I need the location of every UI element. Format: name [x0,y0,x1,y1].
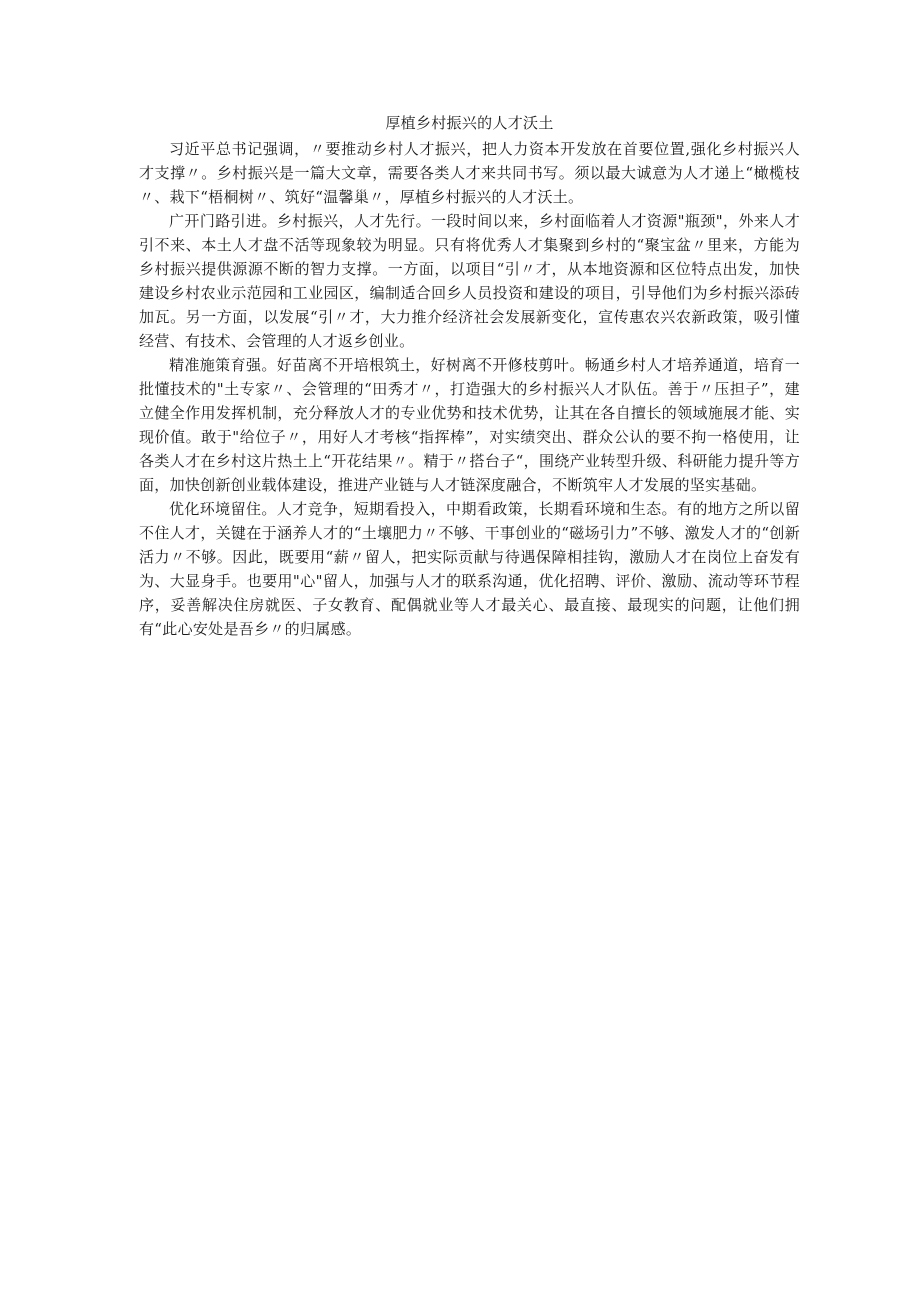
paragraph-introduce-talent: 广开门路引进。乡村振兴，人才先行。一段时间以来，乡村面临着人才资源"瓶颈"，外来人才引不来、本土人才盘不活等现象较为明显。只有将优秀人才集聚到乡村的“聚宝盆〃里来，方能为乡村振兴提供源源不断的智力支撑。一方面，以项目“引〃才，从本地资源和区位特点出发，加快建设乡村农业示范园和工业园区，编制适合回乡人员投资和建设的项目，引导他们为乡村振兴添砖加瓦。另一方面，以发展“引〃才，大力推介经济社会发展新变化，宣传惠农兴农新政策，吸引懂经营、有技术、会管理的人才返乡创业。 [139,212,800,350]
paragraph-cultivate-talent: 精准施策育强。好苗离不开培根筑土，好树离不开修枝剪叶。畅通乡村人才培养通道，培育一批懂技术的"土专家〃、会管理的“田秀才〃，打造强大的乡村振兴人才队伍。善于〃压担子”，建立健全作用发挥机制，充分释放人才的专业优势和技术优势，让其在各自擅长的领域施展才能、实现价值。敢于"给位子〃，用好人才考核“指挥棒”，对实绩突出、群众公认的要不拘一格使用，让各类人才在乡村这片热土上“开花结果〃。精于〃搭台子“，围绕产业转型升级、科研能力提升等方面，加快创新创业载体建设，推进产业链与人才链深度融合，不断筑牢人才发展的坚实基础。 [139,356,800,494]
paragraph-intro: 习近平总书记强调，〃要推动乡村人才振兴，把人力资本开发放在首要位置,强化乡村振兴人才支撑〃。乡村振兴是一篇大文章，需要各类人才来共同书写。须以最大诚意为人才递上“橄榄枝〃、栽下“梧桐树〃、筑好“温馨巢〃，厚植乡村振兴的人才沃土。 [139,140,800,206]
document-title: 厚植乡村振兴的人才沃土 [385,114,554,132]
document-page [139,111,800,641]
paragraph-retain-talent: 优化环境留住。人才竞争，短期看投入，中期看政策，长期看环境和生态。有的地方之所以留不住人才，关键在于涵养人才的“土壤肥力〃不够、干事创业的“磁场引力”不够、激发人才的“创新活力〃不够。因此，既要用“薪〃留人，把实际贡献与待遇保障相挂钩，激励人才在岗位上奋发有为、大显身手。也要用"心"留人，加强与人才的联系沟通，优化招聘、评价、激励、流动等环节程序，妥善解决住房就医、子女教育、配偶就业等人才最关心、最直接、最现实的问题，让他们拥有“此心安处是吾乡〃的归属感。 [139,500,800,638]
